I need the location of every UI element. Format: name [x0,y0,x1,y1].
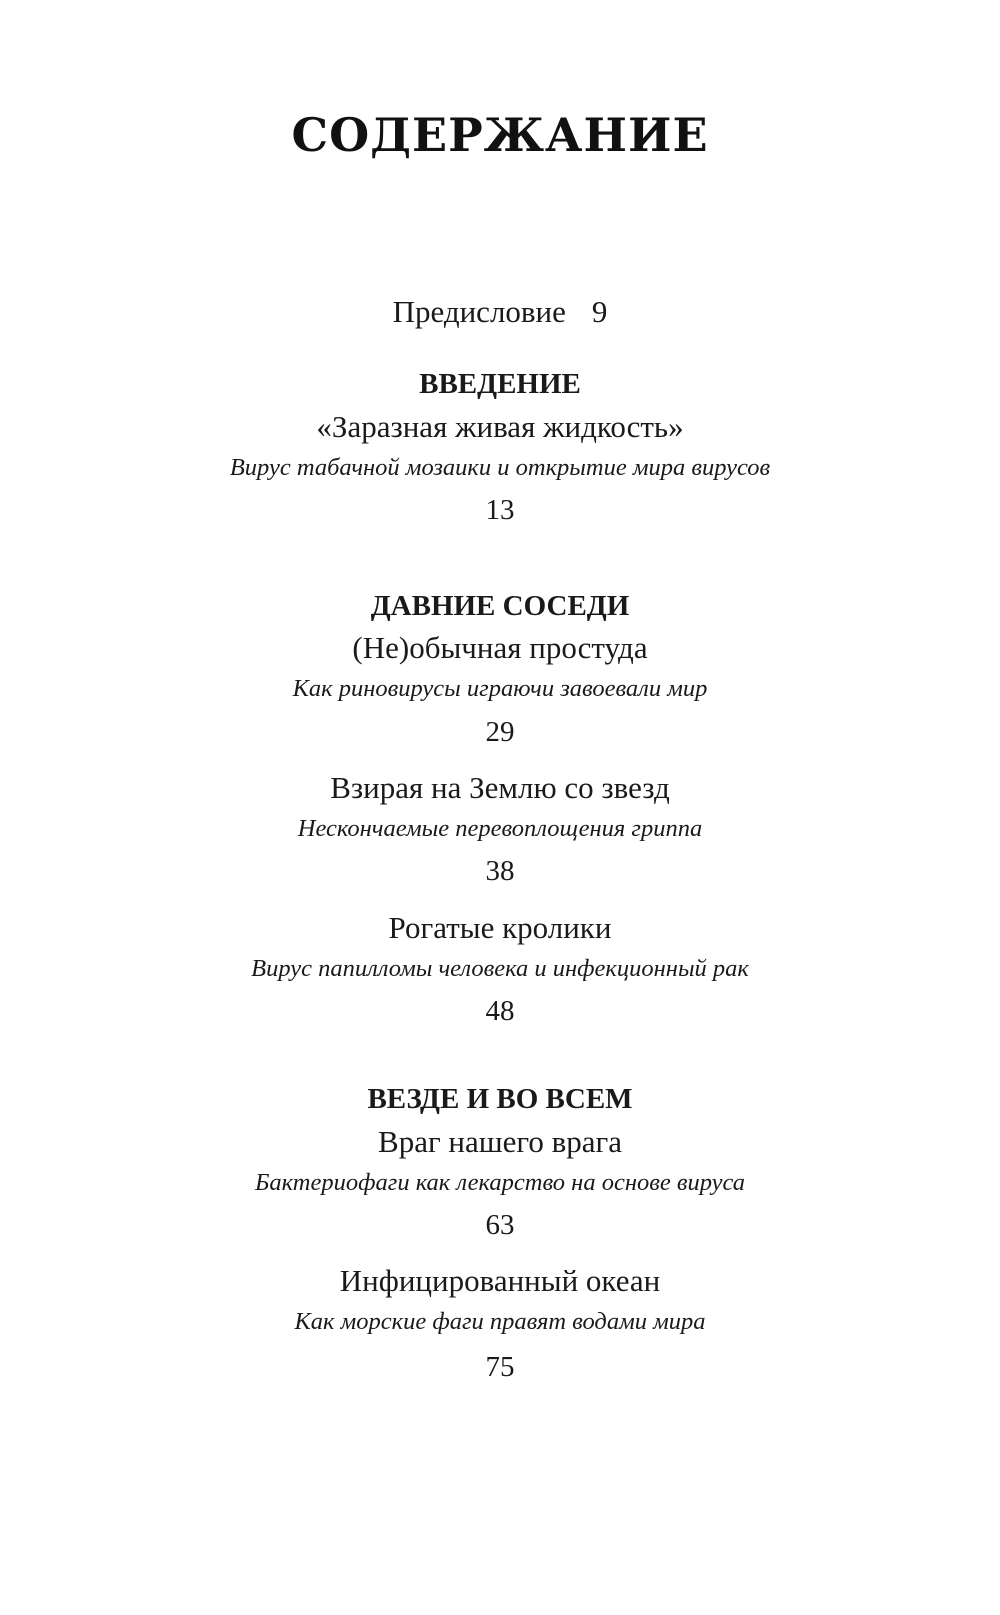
chapter-page-number: 63 [485,1209,515,1241]
part-heading: ДАВНИЕ СОСЕДИ [370,590,630,622]
chapter-subtitle: Бактериофаги как лекарство на основе вируса [254,1169,746,1196]
preface-entry[interactable] [0,294,1000,330]
chapter-subtitle: Как риновирусы играючи завоевали мир [292,675,708,702]
chapter-title[interactable]: Враг нашего врага [378,1124,622,1159]
part-heading: ВВЕДЕНИЕ [419,368,581,400]
chapter-title[interactable]: (Не)обычная простуда [352,630,648,665]
chapter-page-number: 38 [485,855,515,887]
chapter-title[interactable]: «Заразная живая жидкость» [316,409,684,444]
page-title: СОДЕРЖАНИЕ [291,108,709,162]
preface-page-number: 9 [591,294,608,329]
chapter-page-number: 75 [485,1351,515,1383]
chapter-page-number: 13 [485,494,515,526]
chapter-page-number: 29 [485,716,515,748]
chapter-subtitle: Нескончаемые перевоплощения гриппа [297,815,703,842]
chapter-page-number: 48 [485,995,515,1027]
chapter-title[interactable]: Взирая на Землю со звезд [330,770,670,805]
chapter-title[interactable]: Инфицированный океан [339,1263,661,1298]
preface-label: Предисловие [392,294,566,329]
chapter-subtitle: Вирус табачной мозаики и открытие мира вирусов [229,454,771,481]
part-heading: ВЕЗДЕ И ВО ВСЕМ [367,1083,633,1115]
chapter-title[interactable]: Рогатые кролики [388,910,612,945]
chapter-subtitle: Как морские фаги правят водами мира [294,1308,706,1335]
chapter-subtitle: Вирус папилломы человека и инфекционный рак [251,955,749,982]
